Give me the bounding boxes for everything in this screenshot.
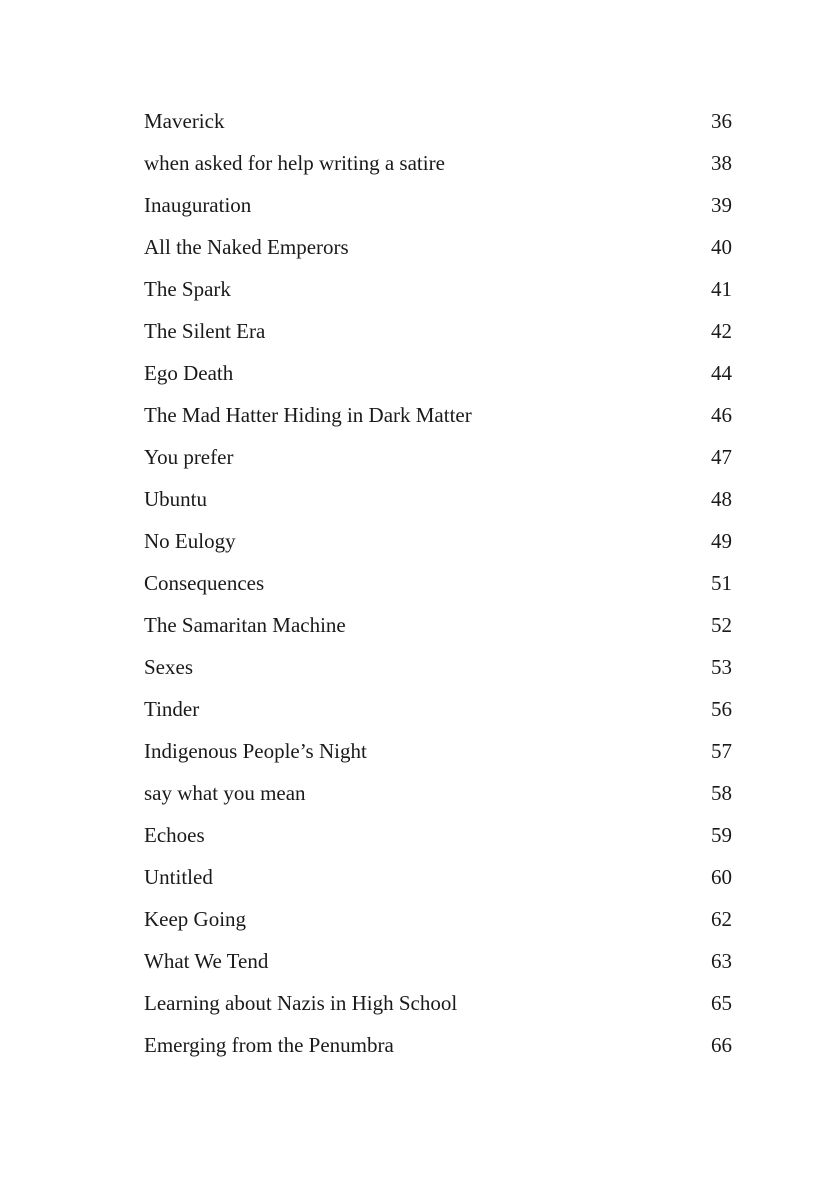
toc-entry-page: 40 xyxy=(711,235,732,259)
toc-entry xyxy=(144,100,732,142)
toc-entry xyxy=(144,856,732,898)
toc-entry-page: 36 xyxy=(711,109,732,133)
toc-entry xyxy=(144,520,732,562)
toc-entry-title: No Eulogy xyxy=(144,529,236,553)
toc-entry-title: All the Naked Emperors xyxy=(144,235,349,259)
table-of-contents xyxy=(144,100,732,1066)
toc-entry xyxy=(144,184,732,226)
toc-entry-page: 65 xyxy=(711,991,732,1015)
toc-entry-title: Maverick xyxy=(144,109,225,133)
toc-entry xyxy=(144,478,732,520)
toc-entry xyxy=(144,436,732,478)
toc-entry-title: when asked for help writing a satire xyxy=(144,151,445,175)
toc-entry-title: Ego Death xyxy=(144,361,234,385)
toc-entry-title: Untitled xyxy=(144,865,213,889)
toc-entry-title: The Samaritan Machine xyxy=(144,613,346,637)
toc-entry xyxy=(144,604,732,646)
toc-entry-page: 49 xyxy=(711,529,732,553)
toc-entry xyxy=(144,730,732,772)
toc-entry xyxy=(144,646,732,688)
toc-entry-page: 60 xyxy=(711,865,732,889)
toc-entry-page: 38 xyxy=(711,151,732,175)
toc-entry-page: 66 xyxy=(711,1033,732,1057)
toc-entry-title: Echoes xyxy=(144,823,205,847)
toc-entry-page: 42 xyxy=(711,319,732,343)
toc-entry-page: 62 xyxy=(711,907,732,931)
toc-entry xyxy=(144,562,732,604)
toc-entry-page: 58 xyxy=(711,781,732,805)
toc-entry xyxy=(144,394,732,436)
toc-entry xyxy=(144,1024,732,1066)
toc-entry-page: 48 xyxy=(711,487,732,511)
toc-entry-title: Emerging from the Penumbra xyxy=(144,1033,394,1057)
toc-entry-title: Tinder xyxy=(144,697,200,721)
toc-entry xyxy=(144,352,732,394)
toc-entry xyxy=(144,226,732,268)
toc-entry xyxy=(144,814,732,856)
toc-entry xyxy=(144,268,732,310)
toc-entry-title: The Mad Hatter Hiding in Dark Matter xyxy=(144,403,472,427)
toc-entry-title: What We Tend xyxy=(144,949,269,973)
toc-entry-page: 39 xyxy=(711,193,732,217)
toc-entry-page: 44 xyxy=(711,361,732,385)
toc-entry-page: 52 xyxy=(711,613,732,637)
toc-entry xyxy=(144,688,732,730)
toc-entry-page: 63 xyxy=(711,949,732,973)
toc-entry xyxy=(144,940,732,982)
toc-entry-title: Consequences xyxy=(144,571,265,595)
toc-entry-title: Inauguration xyxy=(144,193,252,217)
toc-entry-title: Learning about Nazis in High School xyxy=(144,991,458,1015)
toc-entry-title: Indigenous People’s Night xyxy=(144,739,367,763)
toc-entry-title: Sexes xyxy=(144,655,193,679)
toc-entry xyxy=(144,310,732,352)
toc-entry-page: 53 xyxy=(711,655,732,679)
toc-entry-page: 57 xyxy=(711,739,732,763)
toc-entry-page: 41 xyxy=(711,277,732,301)
toc-entry-title: The Silent Era xyxy=(144,319,266,343)
toc-entry-title: You prefer xyxy=(144,445,234,469)
toc-entry xyxy=(144,982,732,1024)
toc-entry-title: The Spark xyxy=(144,277,231,301)
toc-entry-title: say what you mean xyxy=(144,781,306,805)
toc-entry-title: Ubuntu xyxy=(144,487,207,511)
toc-entry-title: Keep Going xyxy=(144,907,247,931)
toc-entry-page: 59 xyxy=(711,823,732,847)
toc-entry-page: 46 xyxy=(711,403,732,427)
toc-entry-page: 51 xyxy=(711,571,732,595)
toc-entry xyxy=(144,142,732,184)
toc-entry-page: 56 xyxy=(711,697,732,721)
toc-entry-page: 47 xyxy=(711,445,732,469)
toc-entry xyxy=(144,772,732,814)
toc-entry xyxy=(144,898,732,940)
